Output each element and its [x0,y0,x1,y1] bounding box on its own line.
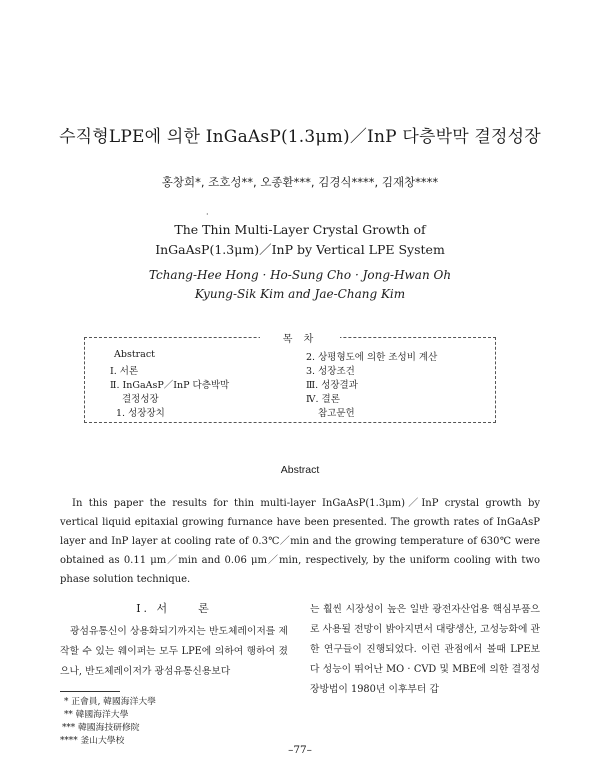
stray-dot: · [206,210,209,219]
toc-item: Ⅳ. 결론 [306,394,340,405]
abstract-heading: Abstract [280,464,320,476]
toc-item: 참고문헌 [318,408,355,419]
toc-heading: 목 차 [260,330,340,345]
footnote: **** 釜山大學校 [60,736,125,746]
authors-korean: 홍창희*, 조호성**, 오종환***, 김경식****, 김재창**** [161,175,439,189]
abstract-paragraph: In this paper the results for thin multi-layer InGaAsP(1.3μm)／InP crystal growth by vertical liquid epitaxial growing furnance have been presented. The growth rates of InGaAsP layer and InP layer at cooling rate of 0.3℃／min and the growing temperature of 630℃ were obtained as 0.11 μm／min and 0.06 μm／min, respectively, by the uniform cooling with two phase solution technique. [60,498,540,585]
toc-item: Abstract [114,349,155,360]
abstract-body [60,494,540,589]
toc-item: 결정성장 [122,394,159,405]
paper-title-english-line1: The Thin Multi-Layer Crystal Growth of [174,222,426,237]
toc-item: 1. 성장장치 [116,408,165,419]
footnote: *** 韓國海技研修院 [62,723,140,733]
authors-english-line2: Kyung-Sik Kim and Jae-Chang Kim [194,287,406,301]
section-heading-introduction: Ⅰ. 서 론 [136,602,212,615]
paper-title-korean: 수직형LPE에 의한 InGaAsP(1.3μm)／InP 다층박막 결정성장 [59,127,541,147]
page-number: –77– [288,744,312,756]
body-column-right [310,600,540,700]
toc-item: Ⅱ. InGaAsP／InP 다층박막 [110,380,230,391]
toc-item: Ⅲ. 성장결과 [306,380,358,391]
toc-item: Ⅰ. 서론 [110,366,139,377]
authors-english-line1: Tchang-Hee Hong · Ho-Sung Cho · Jong-Hwan Oh [148,268,452,282]
footnote: * 正會員, 韓國海洋大學 [64,697,156,707]
toc-item: 2. 상평형도에 의한 조성비 계산 [306,352,438,363]
footnote-divider [60,691,120,692]
toc-item: 3. 성장조건 [306,366,355,377]
body-column-left [60,622,288,682]
body-paragraph: 는 훨씬 시장성이 높은 일반 광전자산업용 핵심부품으로 사용될 전망이 밝아지면서 대량생산, 고성능화에 관한 연구들이 진행되었다. 이런 관점에서 볼때 LPE보다 성능이 뛰어난 MO · CVD 및 MBE에 의한 결정성장방법이 1980년 이후부터 갑 [310,604,541,695]
paper-title-english-line2: InGaAsP(1.3μm)／InP by Vertical LPE System [155,242,445,257]
footnote: ** 韓國海洋大學 [64,710,129,720]
body-paragraph: 광섬유통신이 상용화되기까지는 반도체레이저를 제작할 수 있는 웨이퍼는 모두 LPE에 의하여 행하여 졌으나, 반도체레이저가 광섬유통신용보다 [60,626,288,677]
